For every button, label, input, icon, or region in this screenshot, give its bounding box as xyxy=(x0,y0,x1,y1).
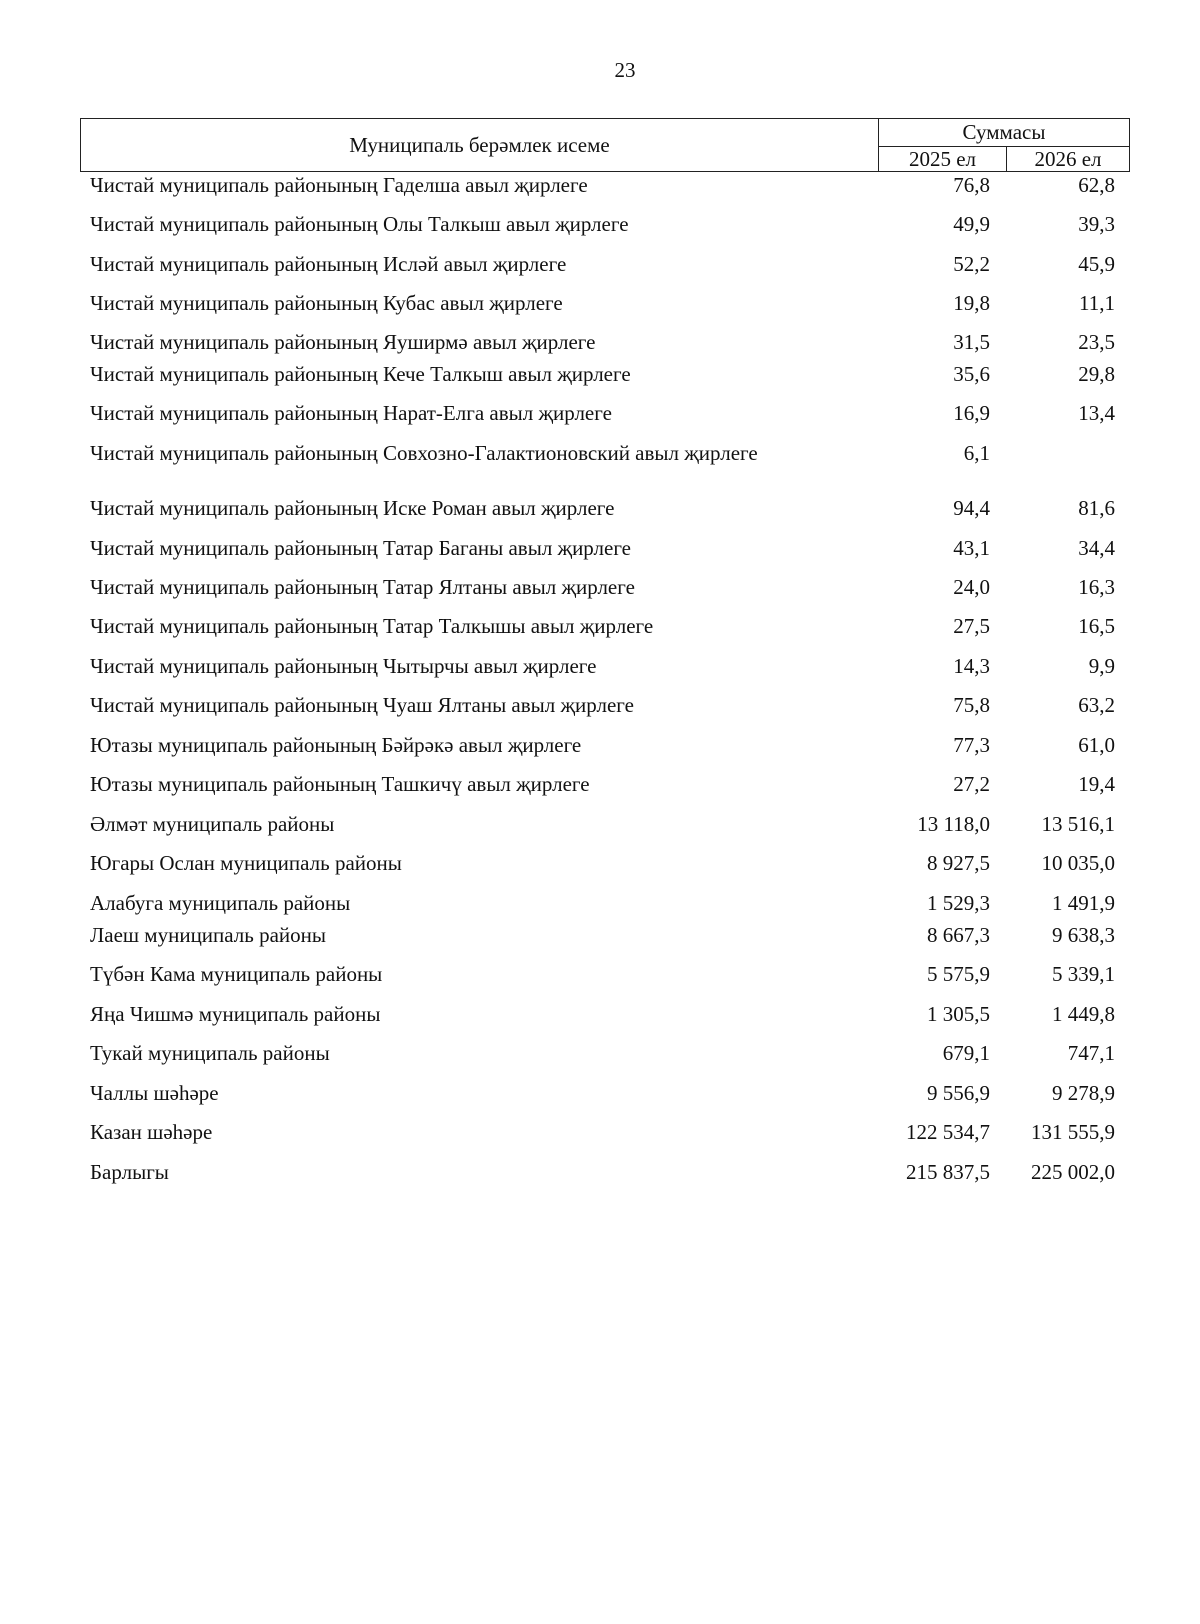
row-value-2026: 131 555,9 xyxy=(1031,1120,1115,1144)
row-value-2026: 9,9 xyxy=(1088,654,1115,678)
row-name: Чистай муниципаль районының Кече Талкыш авыл җирлеге xyxy=(90,362,631,386)
table-header xyxy=(80,118,1130,172)
row-name: Чистай муниципаль районының Чуаш Ялтаны авыл җирлеге xyxy=(90,693,634,717)
row-name: Чистай муниципаль районының Олы Талкыш авыл җирлеге xyxy=(90,212,629,236)
row-value-2025: 35,6 xyxy=(953,362,990,386)
row-name: Чистай муниципаль районының Исләй авыл җирлеге xyxy=(90,252,567,276)
row-value-2025: 215 837,5 xyxy=(906,1160,990,1184)
row-value-2025: 77,3 xyxy=(953,733,990,757)
row-value-2026: 13,4 xyxy=(1078,401,1115,425)
row-name: Югары Ослан муниципаль районы xyxy=(90,851,402,875)
row-value-2025: 94,4 xyxy=(953,496,990,520)
row-value-2025: 14,3 xyxy=(953,654,990,678)
row-value-2026: 13 516,1 xyxy=(1041,812,1115,836)
row-name: Чистай муниципаль районының Татар Баганы авыл җирлеге xyxy=(90,536,631,560)
row-value-2025: 6,1 xyxy=(963,441,990,465)
row-name: Тукай муниципаль районы xyxy=(90,1041,330,1065)
row-name: Чистай муниципаль районының Совхозно-Галактионовский авыл җирлеге xyxy=(90,441,758,465)
row-value-2026: 1 449,8 xyxy=(1052,1002,1115,1026)
row-value-2026: 23,5 xyxy=(1078,330,1115,354)
row-value-2025: 76,8 xyxy=(953,173,990,197)
page-number: 23 xyxy=(614,58,636,82)
row-value-2026: 62,8 xyxy=(1078,173,1115,197)
row-name: Лаеш муниципаль районы xyxy=(90,923,327,947)
row-name: Түбән Кама муниципаль районы xyxy=(90,962,383,986)
row-value-2025: 75,8 xyxy=(953,693,990,717)
row-value-2026: 29,8 xyxy=(1078,362,1115,386)
row-value-2025: 31,5 xyxy=(953,330,990,354)
row-name: Ютазы муниципаль районының Ташкичү авыл җирлеге xyxy=(90,772,590,796)
row-name: Ютазы муниципаль районының Бәйрәкә авыл җирлеге xyxy=(90,733,582,757)
row-value-2025: 122 534,7 xyxy=(906,1120,990,1144)
row-name: Чистай муниципаль районының Яуширмә авыл җирлеге xyxy=(90,330,596,354)
row-name: Чистай муниципаль районының Татар Талкышы авыл җирлеге xyxy=(90,614,654,638)
row-value-2026: 19,4 xyxy=(1078,772,1115,796)
row-name: Алабуга муниципаль районы xyxy=(90,891,351,915)
header-year-2025: 2025 ел xyxy=(879,147,1007,171)
row-value-2025: 43,1 xyxy=(953,536,990,560)
row-value-2025: 5 575,9 xyxy=(927,962,990,986)
row-value-2026: 225 002,0 xyxy=(1031,1160,1115,1184)
header-sum-title: Суммасы xyxy=(879,119,1129,147)
row-value-2026: 5 339,1 xyxy=(1052,962,1115,986)
row-value-2025: 679,1 xyxy=(942,1041,990,1065)
row-value-2026: 16,3 xyxy=(1078,575,1115,599)
row-value-2026: 81,6 xyxy=(1078,496,1115,520)
row-name: Чаллы шәһәре xyxy=(90,1081,219,1105)
row-value-2026: 45,9 xyxy=(1078,252,1115,276)
row-value-2026: 1 491,9 xyxy=(1052,891,1115,915)
row-name: Чистай муниципаль районының Нарат-Елга авыл җирлеге xyxy=(90,401,612,425)
row-value-2025: 24,0 xyxy=(953,575,990,599)
row-value-2026: 34,4 xyxy=(1078,536,1115,560)
row-name: Чистай муниципаль районының Кубас авыл җирлеге xyxy=(90,291,563,315)
row-value-2025: 8 667,3 xyxy=(927,923,990,947)
header-year-2026: 2026 ел xyxy=(1034,147,1102,171)
row-name: Чистай муниципаль районының Татар Ялтаны авыл җирлеге xyxy=(90,575,635,599)
row-name: Чистай муниципаль районының Гаделша авыл җирлеге xyxy=(90,173,588,197)
row-value-2026: 9 278,9 xyxy=(1052,1081,1115,1105)
row-name: Чистай муниципаль районының Иске Роман авыл җирлеге xyxy=(90,496,615,520)
row-value-2026: 11,1 xyxy=(1079,291,1115,315)
row-value-2026: 9 638,3 xyxy=(1052,923,1115,947)
row-value-2025: 9 556,9 xyxy=(927,1081,990,1105)
row-value-2026: 10 035,0 xyxy=(1041,851,1115,875)
row-name: Барлыгы xyxy=(90,1160,169,1184)
row-name: Чистай муниципаль районының Чытырчы авыл җирлеге xyxy=(90,654,597,678)
row-value-2025: 13 118,0 xyxy=(917,812,990,836)
row-value-2026: 63,2 xyxy=(1078,693,1115,717)
row-value-2026: 39,3 xyxy=(1078,212,1115,236)
row-value-2025: 49,9 xyxy=(953,212,990,236)
row-name: Әлмәт муниципаль районы xyxy=(90,812,335,836)
row-value-2025: 1 529,3 xyxy=(927,891,990,915)
row-value-2025: 8 927,5 xyxy=(927,851,990,875)
row-value-2026: 16,5 xyxy=(1078,614,1115,638)
row-value-2025: 1 305,5 xyxy=(927,1002,990,1026)
row-value-2025: 52,2 xyxy=(953,252,990,276)
row-value-2025: 19,8 xyxy=(953,291,990,315)
row-value-2025: 27,5 xyxy=(953,614,990,638)
row-name: Казан шәһәре xyxy=(90,1120,213,1144)
row-value-2026: 61,0 xyxy=(1078,733,1115,757)
row-value-2026: 747,1 xyxy=(1067,1041,1115,1065)
row-value-2025: 27,2 xyxy=(953,772,990,796)
row-name: Яңа Чишмә муниципаль районы xyxy=(90,1002,381,1026)
row-value-2025: 16,9 xyxy=(953,401,990,425)
header-name-column: Муниципаль берәмлек исеме xyxy=(81,119,879,171)
